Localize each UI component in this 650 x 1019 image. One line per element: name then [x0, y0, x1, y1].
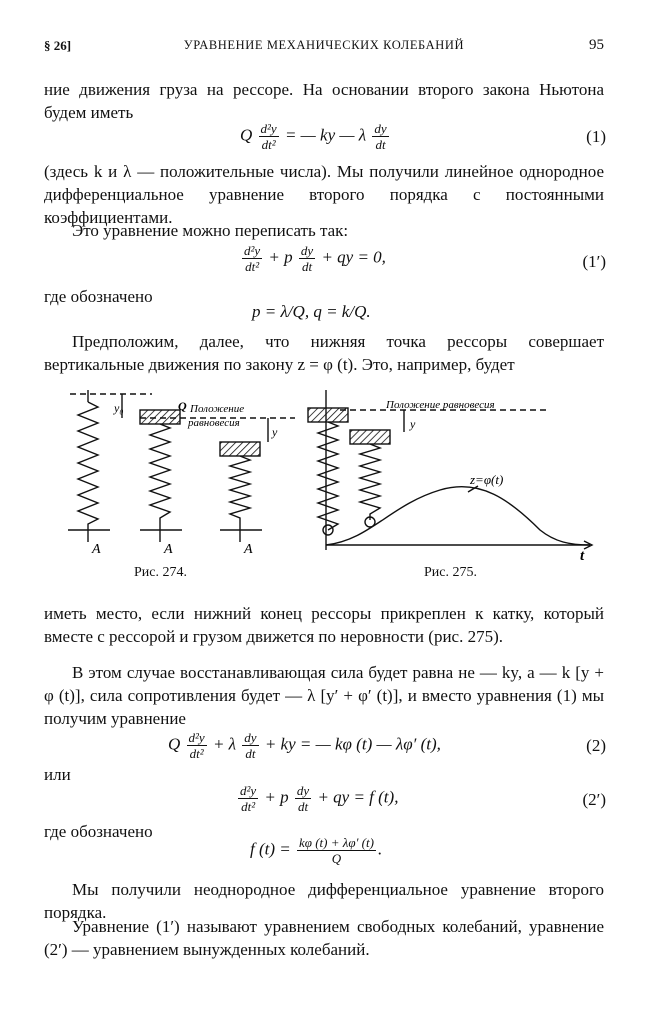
- fig274-label-y0: y₀: [114, 401, 124, 415]
- paragraph-6: В этом случае восстанавливающая сила будет равна не — ky, а — k [y + φ (t)], сила сопротивления будет — λ [y′ + φ′ (t)], и вместо уравнения (1) мы получим уравнение: [44, 663, 604, 728]
- fig274-spring-3: [230, 456, 250, 530]
- page-number: 95: [589, 37, 604, 53]
- eq2-rest: + ky = — kφ (t) — λφ′ (t),: [264, 734, 441, 754]
- fig275-spring-2: [360, 444, 380, 520]
- page-header: [44, 38, 604, 58]
- eq2p-number: (2′): [582, 790, 606, 809]
- eqf-dot: .: [377, 839, 383, 859]
- fig274-spring-1: [78, 402, 98, 530]
- eq1-mid: = — ky — λ: [284, 125, 367, 145]
- equation-2prime: [236, 783, 398, 814]
- eqf-frac: $\frac{k\varphi (t) + \lambda\varphi' (t)}{Q}$: [299, 835, 374, 866]
- fig274-label-q: Q: [178, 399, 187, 413]
- equation-1prime: [240, 243, 386, 274]
- fig275-label-y: y: [410, 417, 416, 431]
- eq2-number: (2): [586, 736, 606, 755]
- eq1-number: (1): [586, 127, 606, 146]
- eq1-frac1: $\frac{\text{d²y}}{\text{dt²}}$: [260, 121, 277, 152]
- eq1p-frac1: $\frac{\text{d²y}}{\text{dt²}}$: [244, 243, 261, 274]
- eq1p-frac2: $\frac{dy}{dt}$: [300, 243, 314, 274]
- paragraph-3: Это уравнение можно переписать так:: [72, 221, 349, 240]
- paragraph-4: Предположим, далее, что нижняя точка рессоры совершает вертикальные движения по закону z = φ (t). Это, например, будет: [44, 332, 604, 374]
- equation-1: [240, 121, 391, 152]
- paragraph-1: ние движения груза на рессоре. На основании второго закона Ньютона будем иметь: [44, 80, 604, 122]
- fig274-label-pos2: равновесия: [188, 417, 240, 429]
- eq2-q: Q: [168, 734, 181, 754]
- eq1-frac2: $\frac{dy}{dt}$: [374, 121, 387, 152]
- eq1p-number: (1′): [582, 252, 606, 271]
- eqf-lhs: f (t) =: [250, 839, 291, 859]
- paragraph-5: иметь место, если нижний конец рессоры прикреплен к катку, который вместе с рессорой и грузом движется по неровности (рис. 275).: [44, 604, 604, 646]
- fig275-label-pos: Положение равновесия: [386, 399, 495, 411]
- section-ref: § 26]: [44, 38, 72, 53]
- eq2p-p: + p: [264, 787, 289, 807]
- eq1-q: Q: [240, 125, 253, 145]
- eq2p-frac2: $\frac{dy}{dt}$: [296, 783, 310, 814]
- fig274-label-a2: A: [164, 542, 173, 557]
- paragraph-2: (здесь k и λ — положительные числа). Мы получили линейное однородное дифференциальное уравнение второго порядка с постоянными коэффициентами.: [44, 162, 604, 227]
- text-ili: или: [44, 765, 71, 784]
- figure-274: [40, 390, 300, 570]
- equation-pq: p = λ/Q, q = k/Q.: [252, 302, 371, 321]
- eq2p-rest: + qy = f (t),: [317, 787, 399, 807]
- where-1: где обозначено: [44, 287, 153, 306]
- eq1p-rest: + qy = 0,: [321, 247, 386, 267]
- paragraph-8: Уравнение (1′) называют уравнением свободных колебаний, уравнение (2′) — уравнением вынужденных колебаний.: [44, 917, 604, 959]
- fig275-weight-2: [350, 430, 390, 444]
- paragraph-7: Мы получили неоднородное дифференциальное уравнение второго порядка.: [44, 880, 604, 922]
- eq2-lambda: + λ: [212, 734, 237, 754]
- equation-f: [250, 835, 382, 866]
- fig275-spring-1: [318, 422, 338, 530]
- fig275-label-z: z=φ(t): [470, 472, 504, 487]
- fig275-label-t: t: [580, 548, 585, 564]
- eq1p-p: + p: [268, 247, 293, 267]
- fig274-weight-2: [220, 442, 260, 456]
- fig274-label-y: y: [272, 425, 278, 439]
- figure-275: [300, 390, 600, 565]
- fig275-caption: Рис. 275.: [424, 565, 477, 580]
- eq2-frac1: $\frac{\text{d²y}}{\text{dt²}}$: [188, 730, 205, 761]
- where-2: где обозначено: [44, 822, 153, 841]
- eq2p-frac1: $\frac{\text{d²y}}{\text{dt²}}$: [240, 783, 257, 814]
- running-title: УРАВНЕНИЕ МЕХАНИЧЕСКИХ КОЛЕБАНИЙ: [183, 38, 465, 52]
- equation-2: [168, 730, 441, 761]
- fig274-label-a3: A: [244, 542, 253, 557]
- fig274-caption: Рис. 274.: [134, 565, 187, 580]
- fig274-weight-1: [140, 410, 180, 424]
- fig274-label-a1: A: [92, 542, 101, 557]
- eq2-frac2: $\frac{dy}{dt}$: [244, 730, 257, 761]
- fig275-curve: [326, 487, 590, 545]
- fig274-label-pos1: Положение: [190, 403, 245, 415]
- fig274-spring-2: [150, 424, 170, 530]
